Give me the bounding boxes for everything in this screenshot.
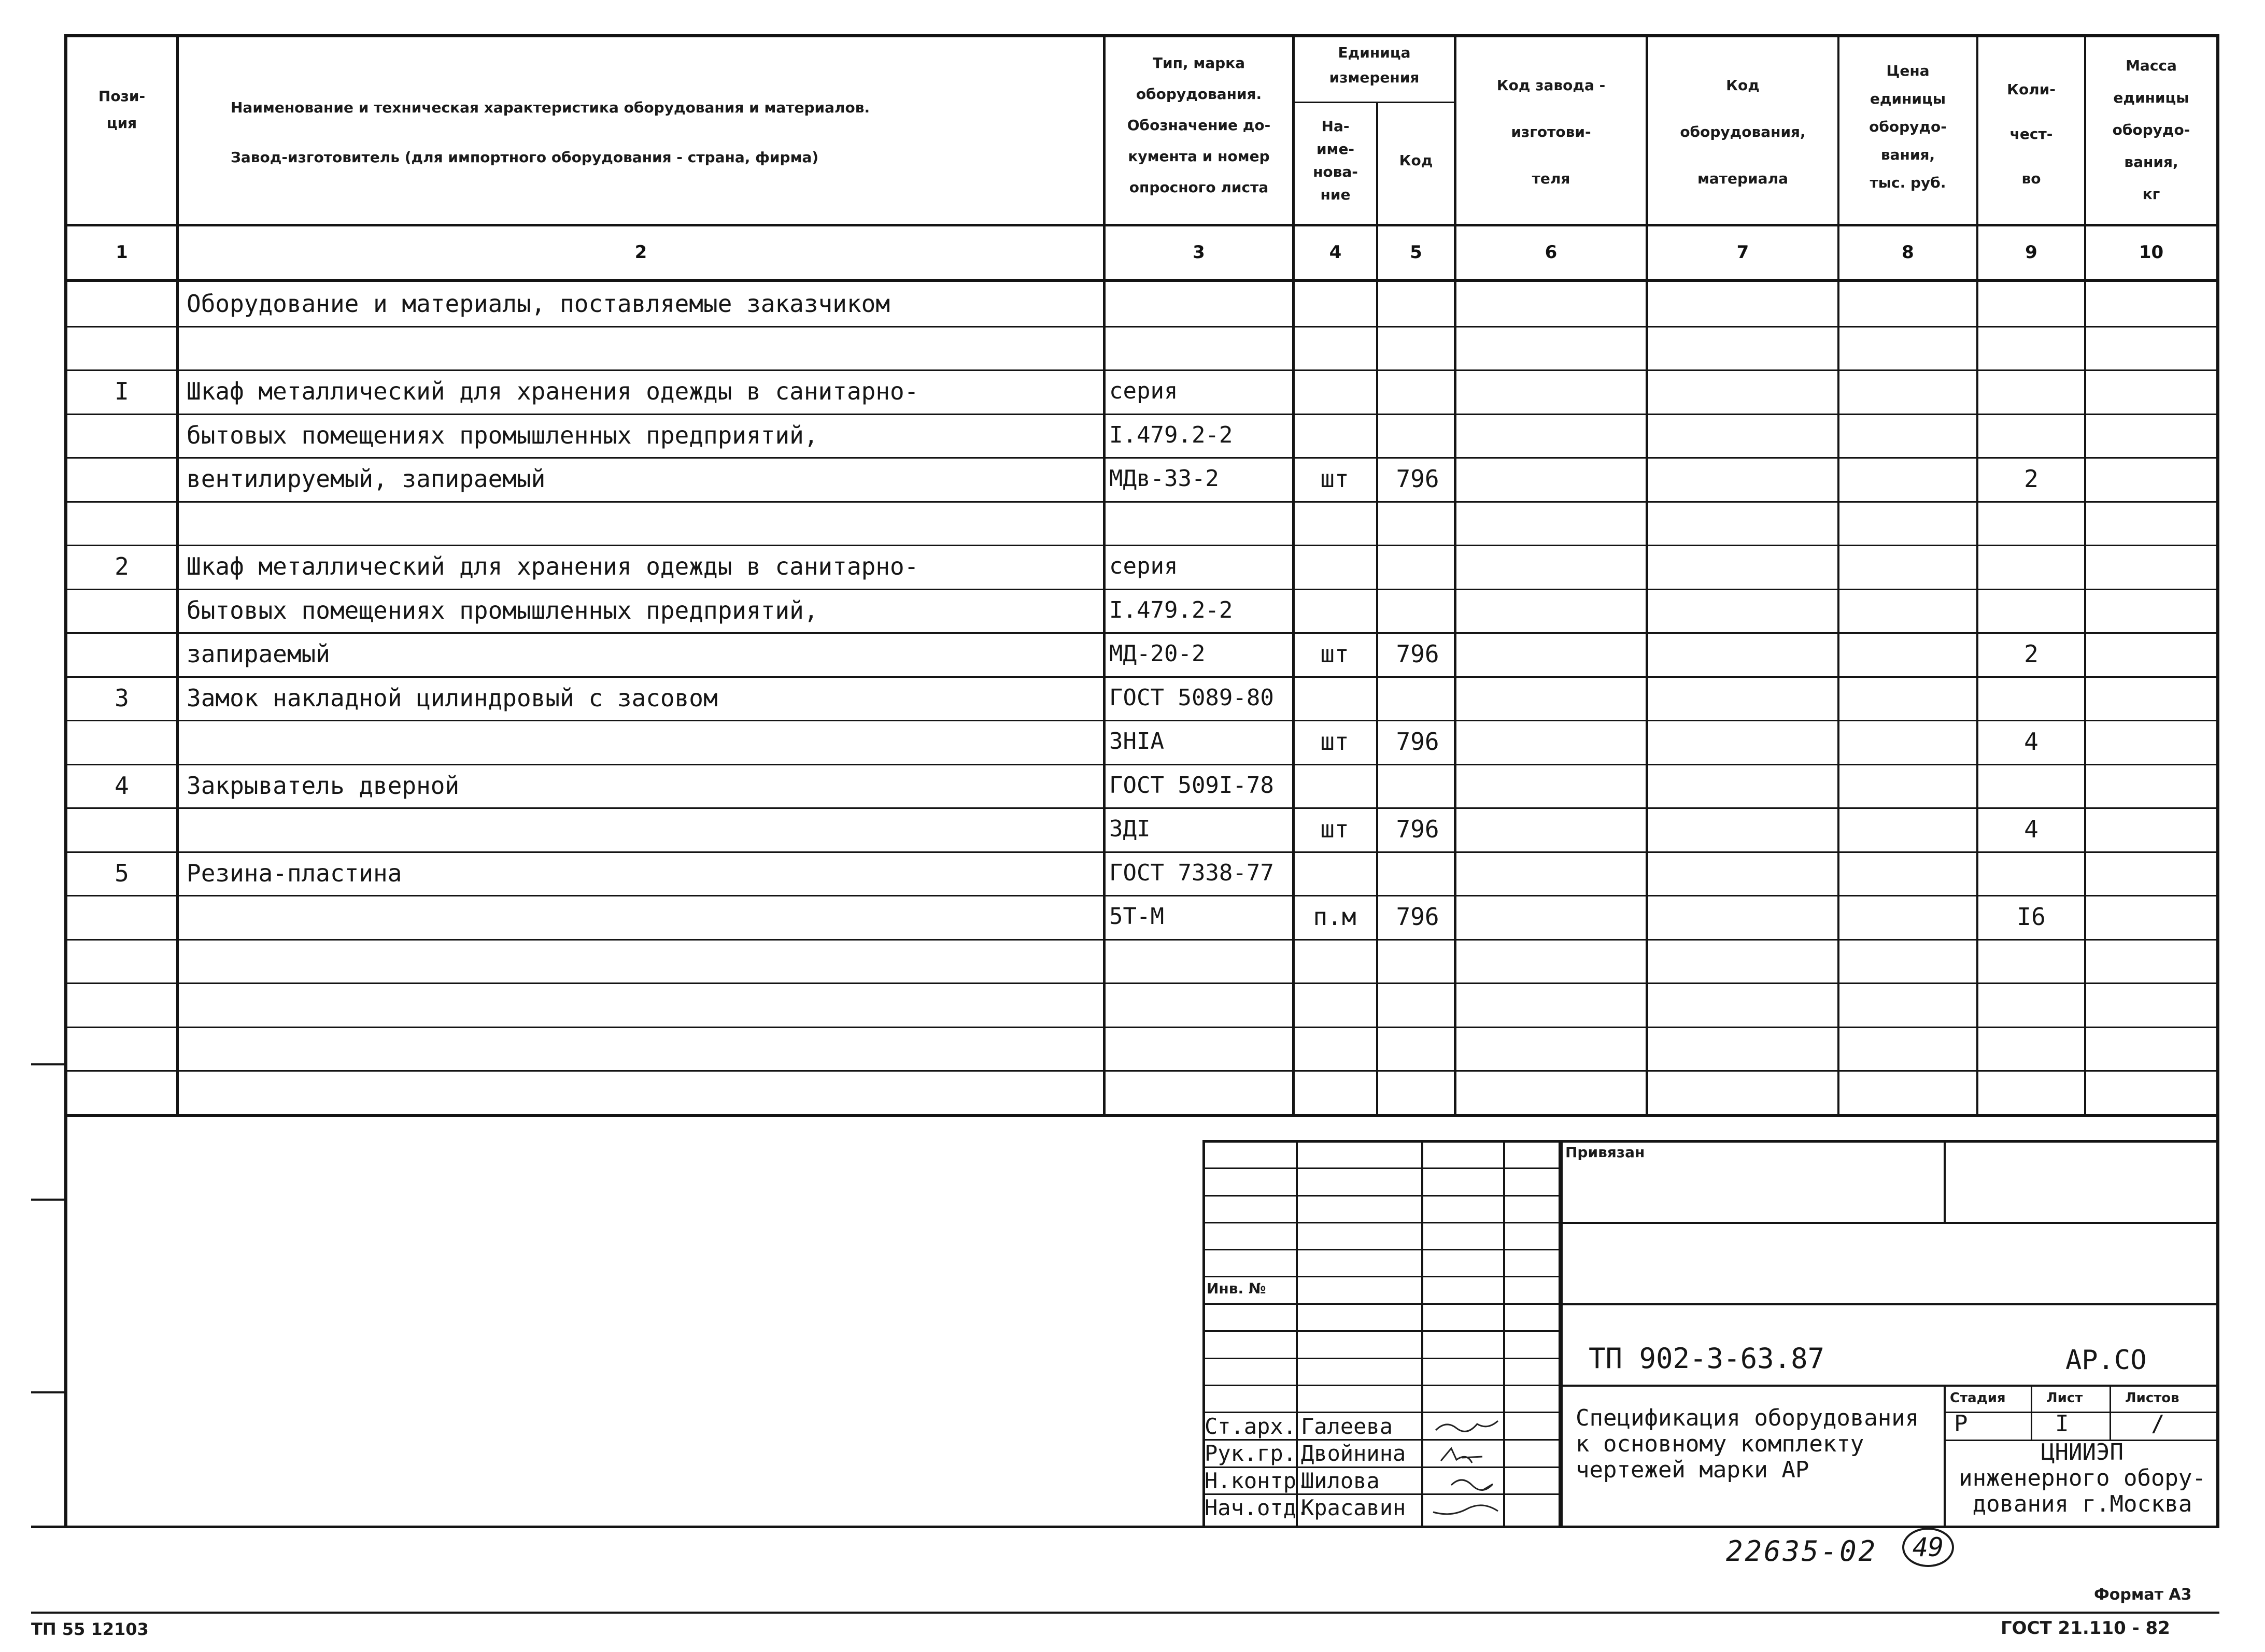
page-number-circle	[1902, 1528, 1954, 1567]
signature-dvoinina	[1431, 1442, 1503, 1467]
column-number: 1	[116, 242, 128, 263]
role-label: Ст.арх.	[1205, 1414, 1297, 1439]
person-name: Красавин	[1301, 1495, 1406, 1520]
page-number: 49	[1912, 1532, 1944, 1562]
cell-code: 796	[1396, 640, 1439, 668]
cell-unit: шт	[1320, 815, 1349, 843]
format-label: Формат А3	[2094, 1586, 2192, 1604]
person-name: Шилова	[1301, 1468, 1380, 1493]
cell-unit: п.м	[1313, 903, 1356, 931]
column-number: 6	[1545, 242, 1558, 263]
column-number: 5	[1410, 242, 1422, 263]
cell-pos: 4	[115, 772, 129, 800]
sheets-value: /	[2151, 1411, 2165, 1437]
cell-qty: I6	[2017, 903, 2046, 931]
inv-no-label: Инв. №	[1207, 1280, 1266, 1297]
cell-type: МДв-33-2	[1109, 465, 1219, 492]
cell-pos: I	[115, 377, 129, 405]
cell-name: Резина-пластина	[187, 859, 402, 887]
cell-type: серия	[1109, 553, 1178, 579]
cell-pos: 3	[115, 684, 129, 712]
cell-code: 796	[1396, 728, 1439, 756]
cell-type: ЗДI	[1109, 816, 1151, 842]
cell-name: Закрыватель дверной	[187, 772, 460, 800]
archive-number: 22635-02	[1726, 1535, 1878, 1568]
cell-name: запираемый	[187, 640, 330, 668]
cell-type: I.479.2-2	[1109, 422, 1233, 448]
column-number: 4	[1329, 242, 1342, 263]
column-number: 8	[1902, 242, 1914, 263]
header-position: Пози- ция	[98, 88, 146, 132]
document-title: Спецификация оборудования к основному комплекту чертежей марки АР	[1576, 1405, 1919, 1483]
stage-value: Р	[1954, 1411, 1968, 1437]
signature-galeeva	[1431, 1415, 1503, 1440]
header-equipment-code: Код оборудования, материала	[1680, 77, 1806, 187]
cell-type: ГОСТ 509I-78	[1109, 772, 1274, 799]
header-price: Цена единицы оборудо- вания, тыс. руб.	[1869, 62, 1947, 191]
header-mass: Масса единицы оборудо- вания, кг	[2112, 57, 2190, 203]
cell-name: Шкаф металлический для хранения одежды в санитарно-	[187, 552, 919, 580]
header-quantity: Коли- чест- во	[2007, 81, 2056, 187]
cell-code: 796	[1396, 903, 1439, 931]
person-name: Двойнина	[1301, 1441, 1406, 1466]
sheets-label: Листов	[2125, 1390, 2179, 1406]
role-label: Нач.отд.	[1205, 1495, 1310, 1520]
header-unit-name: На- име- нова- ние	[1313, 118, 1358, 203]
cell-name: Замок накладной цилиндровый с засовом	[187, 684, 718, 712]
cell-pos: 5	[115, 859, 129, 887]
cell-type: ГОСТ 5089-80	[1109, 685, 1274, 711]
cell-qty: 4	[2024, 815, 2039, 843]
cell-name: Оборудование и материалы, поставляемые заказчиком	[187, 290, 890, 318]
cell-unit: шт	[1320, 640, 1349, 668]
stage-label: Стадия	[1950, 1390, 2006, 1406]
cell-name: бытовых помещениях промышленных предприятий,	[187, 421, 818, 449]
role-label: Рук.гр.	[1205, 1441, 1297, 1466]
cell-type: серия	[1109, 378, 1178, 404]
privyazan-label: Привязан	[1565, 1144, 1645, 1161]
document-mark: АР.СО	[2065, 1345, 2147, 1376]
cell-name: вентилируемый, запираемый	[187, 465, 546, 493]
column-number: 2	[634, 242, 647, 263]
role-label: Н.контр.	[1205, 1468, 1310, 1493]
cell-qty: 4	[2024, 728, 2039, 756]
header-factory-code: Код завода - изготови- теля	[1496, 77, 1606, 187]
header-unit: Единица измерения	[1329, 44, 1420, 86]
cell-unit: шт	[1320, 465, 1349, 493]
cell-unit: шт	[1320, 728, 1349, 756]
column-number: 7	[1736, 242, 1749, 263]
column-number: 3	[1193, 242, 1205, 263]
organization: ЦНИИЭП инженерного обору- дования г.Москва	[1959, 1439, 2206, 1517]
cell-type: I.479.2-2	[1109, 597, 1233, 623]
cell-type: 5Т-М	[1109, 903, 1164, 930]
cell-type: ЗНIА	[1109, 728, 1164, 754]
cell-code: 796	[1396, 815, 1439, 843]
header-unit-code: Код	[1399, 152, 1433, 169]
signature-krasavin	[1431, 1497, 1503, 1521]
cell-code: 796	[1396, 465, 1439, 493]
document-code: ТП 902-3-63.87	[1589, 1342, 1825, 1375]
column-number: 10	[2139, 242, 2164, 263]
cell-name: Шкаф металлический для хранения одежды в санитарно-	[187, 377, 919, 405]
gost-label: ГОСТ 21.110 - 82	[2001, 1618, 2170, 1639]
cell-name: бытовых помещениях промышленных предприятий,	[187, 596, 818, 624]
signature-shilova	[1431, 1470, 1503, 1494]
header-name: Наименование и техническая характеристика оборудования и материалов. Завод-изготовитель (для импортного оборудования - страна, фирма)	[231, 99, 870, 166]
cell-qty: 2	[2024, 465, 2039, 493]
cell-type: ГОСТ 7338-77	[1109, 860, 1274, 886]
cell-qty: 2	[2024, 640, 2039, 668]
header-type: Тип, марка оборудования. Обозначение до- кумента и номер опросного листа	[1127, 54, 1271, 196]
cell-type: МД-20-2	[1109, 640, 1206, 667]
sheet-label: Лист	[2046, 1390, 2083, 1406]
left-code: ТП 55 12103	[31, 1619, 149, 1639]
sheet-value: I	[2055, 1411, 2069, 1437]
cell-pos: 2	[115, 552, 129, 580]
person-name: Галеева	[1301, 1414, 1393, 1439]
column-number: 9	[2025, 242, 2037, 263]
